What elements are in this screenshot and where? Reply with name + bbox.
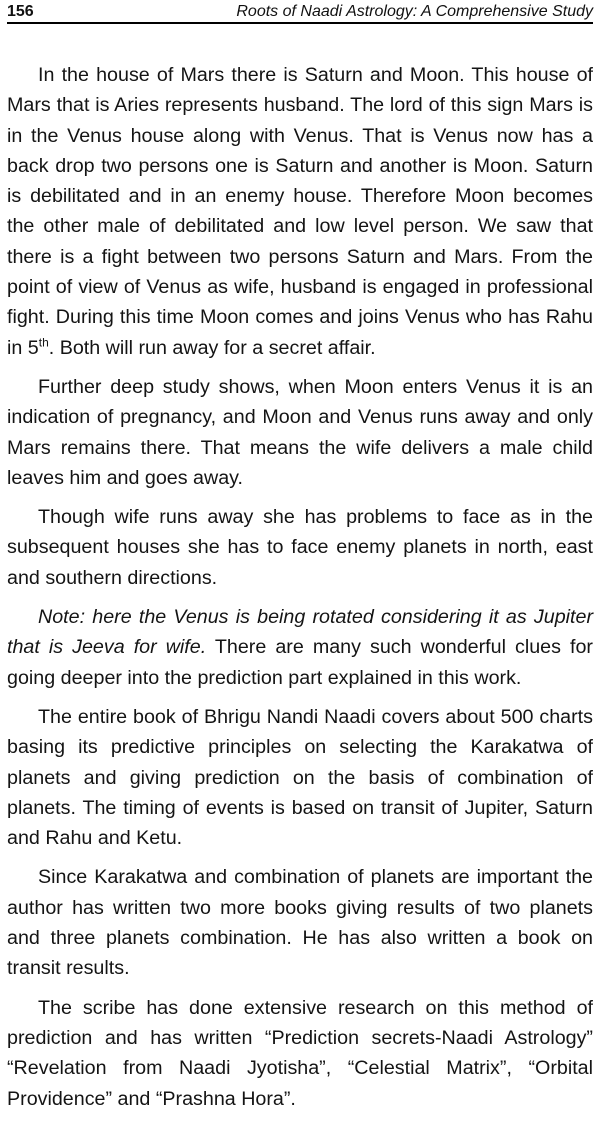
paragraph-4-text: There are many such wonderful clues for going deeper into the prediction part explained in this work.: [7, 636, 593, 689]
paragraph-7: The scribe has done extensive research on this method of prediction and has written “Prediction secrets-Naadi Astrology” “Revelation from Naadi Jyotisha”, “Celestial Matrix”, “Orbital Providence” and “Prashna Hora”.: [7, 996, 593, 1110]
paragraph-6: Since Karakatwa and combination of planets are important the author has written two more books giving results of two planets and three planets combination. He has also written a book on transit results.: [7, 866, 593, 980]
paragraph-4: [7, 602, 593, 693]
paragraph-1-text: In the house of Mars there is Saturn and Moon. This house of Mars that is Aries represents husband. The lord of this sign Mars is in the Venus house along with Venus. That is Venus now has a back drop two persons one is Saturn and another is Moon. Saturn is debilitated and in an enemy house. Therefore Moon becomes the other male of debilitated and low level person. We saw that there is a fight between two persons Saturn and Mars. From the point of view of Venus as wife, husband is engaged in professional fight. During this time Moon comes and joins Venus who has Rahu in 5: [7, 64, 593, 359]
paragraph-1: [7, 60, 593, 363]
italic-note: Note: here the Venus is being rotated considering it as Jupiter that is Jeeva for wife.: [7, 606, 593, 659]
body-text: [7, 60, 593, 1123]
page-number: 156: [7, 3, 34, 20]
paragraph-2: Further deep study shows, when Moon enters Venus it is an indication of pregnancy, and Moon and Venus runs away and only Mars remains there. That means the wife delivers a male child leaves him and goes away.: [7, 375, 593, 489]
header-rule: [7, 22, 593, 24]
paragraph-3: Though wife runs away she has problems to face as in the subsequent houses she has to face enemy planets in north, east and southern directions.: [7, 506, 593, 589]
page-header: [7, 0, 593, 24]
superscript-th: th: [38, 335, 49, 350]
running-title: Roots of Naadi Astrology: A Comprehensive Study: [236, 3, 593, 20]
paragraph-1-tail: . Both will run away for a secret affair.: [48, 336, 376, 359]
paragraph-5: The entire book of Bhrigu Nandi Naadi covers about 500 charts basing its predictive principles on selecting the Karakatwa of planets and giving prediction on the basis of combination of planets. The timing of events is based on transit of Jupiter, Saturn and Rahu and Ketu.: [7, 705, 593, 850]
